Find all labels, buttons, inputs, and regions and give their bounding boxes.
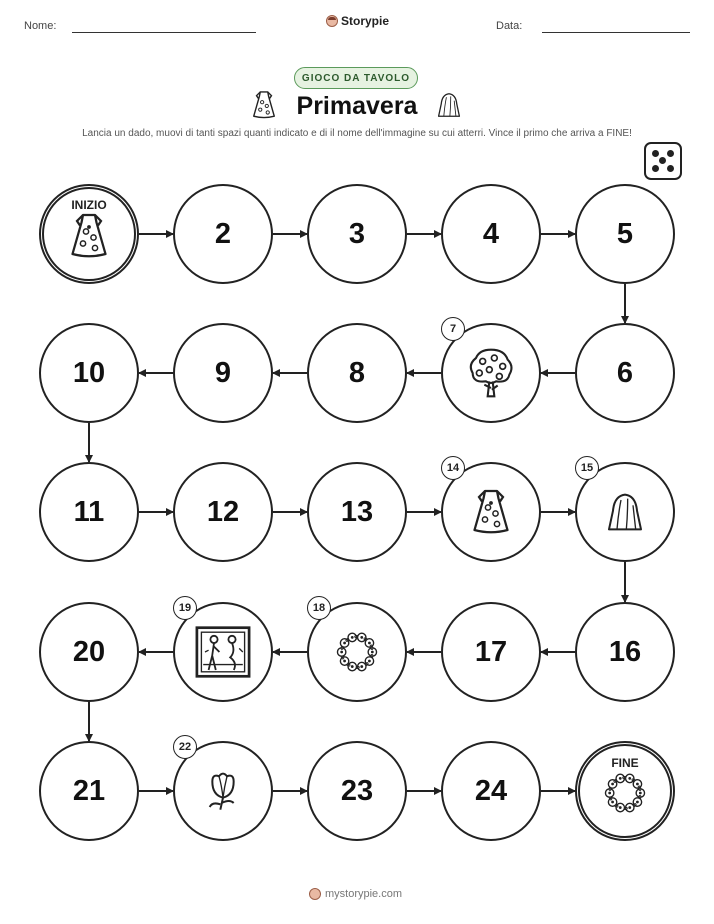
- board-space-6: [575, 323, 675, 423]
- board-space-17: [441, 602, 541, 702]
- space-number-tag: 7: [441, 317, 465, 341]
- space-number: 4: [482, 217, 500, 250]
- space-label: FINE: [611, 755, 639, 770]
- board-space-3: [307, 184, 407, 284]
- space-number: 17: [474, 635, 508, 668]
- space-number-tag: 14: [441, 456, 465, 480]
- board-space-13: [307, 462, 407, 562]
- space-number-tag: 19: [173, 596, 197, 620]
- board-space-20: [39, 602, 139, 702]
- footer-url: mystorypie.com: [325, 888, 403, 900]
- space-number: 8: [348, 356, 366, 389]
- board-space-18: [307, 602, 407, 702]
- footer-storypie-icon: [309, 888, 321, 900]
- dress-icon: [66, 212, 112, 265]
- board-space-inizio: [39, 184, 139, 284]
- board-space-16: [575, 602, 675, 702]
- tree-icon: [466, 346, 516, 400]
- space-number: 21: [72, 774, 106, 807]
- wreath-icon: [602, 770, 648, 821]
- board-space-21: [39, 741, 139, 841]
- space-number: 2: [214, 217, 232, 250]
- tulip-icon: [203, 769, 243, 813]
- instructions-text: Lancia un dado, muovi di tanti spazi quanti indicato e di il nome dell'immagine su cui atterri. Vince il primo che arriva a FINE!: [82, 128, 632, 139]
- board-space-19: [173, 602, 273, 702]
- board-space-9: [173, 323, 273, 423]
- space-number: 20: [72, 635, 106, 668]
- veil-icon: [605, 489, 645, 535]
- space-number: 10: [72, 356, 106, 389]
- painting-icon: [194, 625, 252, 679]
- name-label: Nome:: [24, 20, 57, 32]
- space-number: 5: [616, 217, 634, 250]
- board-space-8: [307, 323, 407, 423]
- space-number: 9: [214, 356, 232, 389]
- space-number: 12: [206, 495, 240, 528]
- space-number: 23: [340, 774, 374, 807]
- board-space-2: [173, 184, 273, 284]
- footer-brand: [309, 888, 402, 900]
- space-number: 6: [616, 356, 634, 389]
- board-space-22: [173, 741, 273, 841]
- space-number-tag: 15: [575, 456, 599, 480]
- board-space-23: [307, 741, 407, 841]
- board-space-7: [441, 323, 541, 423]
- space-number: 11: [73, 495, 105, 528]
- space-number-tag: 18: [307, 596, 331, 620]
- space-number: 16: [608, 635, 642, 668]
- board-space-12: [173, 462, 273, 562]
- board-space-fine: [575, 741, 675, 841]
- dress-icon: [468, 488, 514, 536]
- space-number: 13: [340, 495, 374, 528]
- page-title: Primavera: [296, 92, 418, 120]
- date-label: Data:: [496, 20, 523, 32]
- board-space-4: [441, 184, 541, 284]
- board-space-10: [39, 323, 139, 423]
- board-space-14: [441, 462, 541, 562]
- board-space-24: [441, 741, 541, 841]
- wreath-icon: [334, 629, 380, 675]
- brand-name: Storypie: [341, 14, 390, 28]
- game-type-badge: GIOCO DA TAVOLO: [294, 67, 418, 89]
- board-space-15: [575, 462, 675, 562]
- space-label: INIZIO: [71, 197, 107, 212]
- board-space-11: [39, 462, 139, 562]
- space-number: 3: [348, 217, 366, 250]
- space-number: 24: [474, 774, 508, 807]
- board-space-5: [575, 184, 675, 284]
- space-number-tag: 22: [173, 735, 197, 759]
